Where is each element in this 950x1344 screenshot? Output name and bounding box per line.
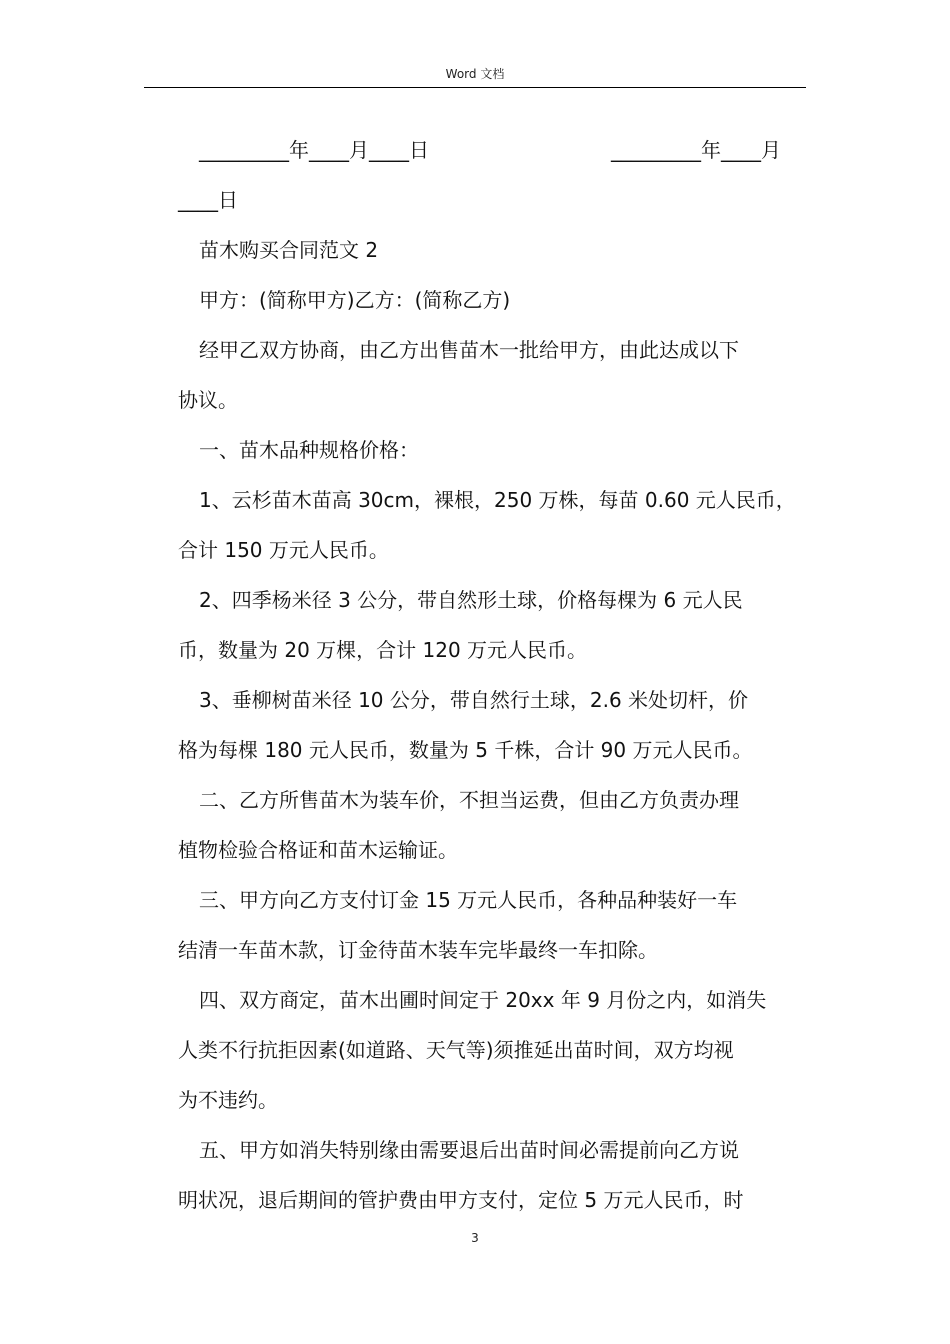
section1-heading: 一、苗木品种规格价格： xyxy=(199,438,419,462)
section4-line-2: 人类不行抗拒因素(如道路、天气等)须推延出苗时间，双方均视 xyxy=(178,1038,734,1062)
intro-line-1: 经甲乙双方协商，由乙方出售苗木一批给甲方，由此达成以下 xyxy=(199,338,739,362)
item1-line-2: 合计 150 万元人民币。 xyxy=(178,538,389,562)
document-body xyxy=(178,125,810,1225)
section2-line-1: 二、乙方所售苗木为装车价，不担当运费，但由乙方负责办理 xyxy=(199,788,739,812)
signature-date-wrap: ____日 xyxy=(178,188,238,212)
item2-line-2: 币，数量为 20 万棵，合计 120 万元人民币。 xyxy=(178,638,588,662)
item1-line-1: 1、云杉苗木苗高 30cm，裸根，250 万株，每苗 0.60 元人民币， xyxy=(199,488,796,512)
item3-line-1: 3、垂柳树苗米径 10 公分，带自然行土球，2.6 米处切杆，价 xyxy=(199,688,749,712)
contract-parties: 甲方：(简称甲方)乙方：(简称乙方) xyxy=(199,288,511,312)
section4-line-3: 为不违约。 xyxy=(178,1088,278,1112)
section5-line-1: 五、甲方如消失特别缘由需要退后出苗时间必需提前向乙方说 xyxy=(199,1138,739,1162)
signature-date-line xyxy=(178,125,810,175)
contract-title: 苗木购买合同范文 2 xyxy=(199,238,379,262)
item2-line-1: 2、四季杨米径 3 公分，带自然形土球，价格每棵为 6 元人民 xyxy=(199,588,743,612)
section2-line-2: 植物检验合格证和苗木运输证。 xyxy=(178,838,458,862)
signature-date-left: _________年____月____日 xyxy=(199,138,429,162)
signature-date-right: _________年____月 xyxy=(611,138,781,162)
intro-line-2: 协议。 xyxy=(178,388,238,412)
item3-line-2: 格为每棵 180 元人民币，数量为 5 千株，合计 90 万元人民币。 xyxy=(178,738,753,762)
page-number: 3 xyxy=(471,1231,479,1245)
section4-line-1: 四、双方商定，苗木出圃时间定于 20xx 年 9 月份之内，如消失 xyxy=(199,988,767,1012)
section3-line-2: 结清一车苗木款，订金待苗木装车完毕最终一车扣除。 xyxy=(178,938,658,962)
section3-line-1: 三、甲方向乙方支付订金 15 万元人民币，各种品种装好一车 xyxy=(199,888,738,912)
section5-line-2: 明状况，退后期间的管护费由甲方支付，定位 5 万元人民币，时 xyxy=(178,1188,744,1212)
header-rule xyxy=(144,87,806,88)
page-header: Word 文档 xyxy=(445,67,505,81)
